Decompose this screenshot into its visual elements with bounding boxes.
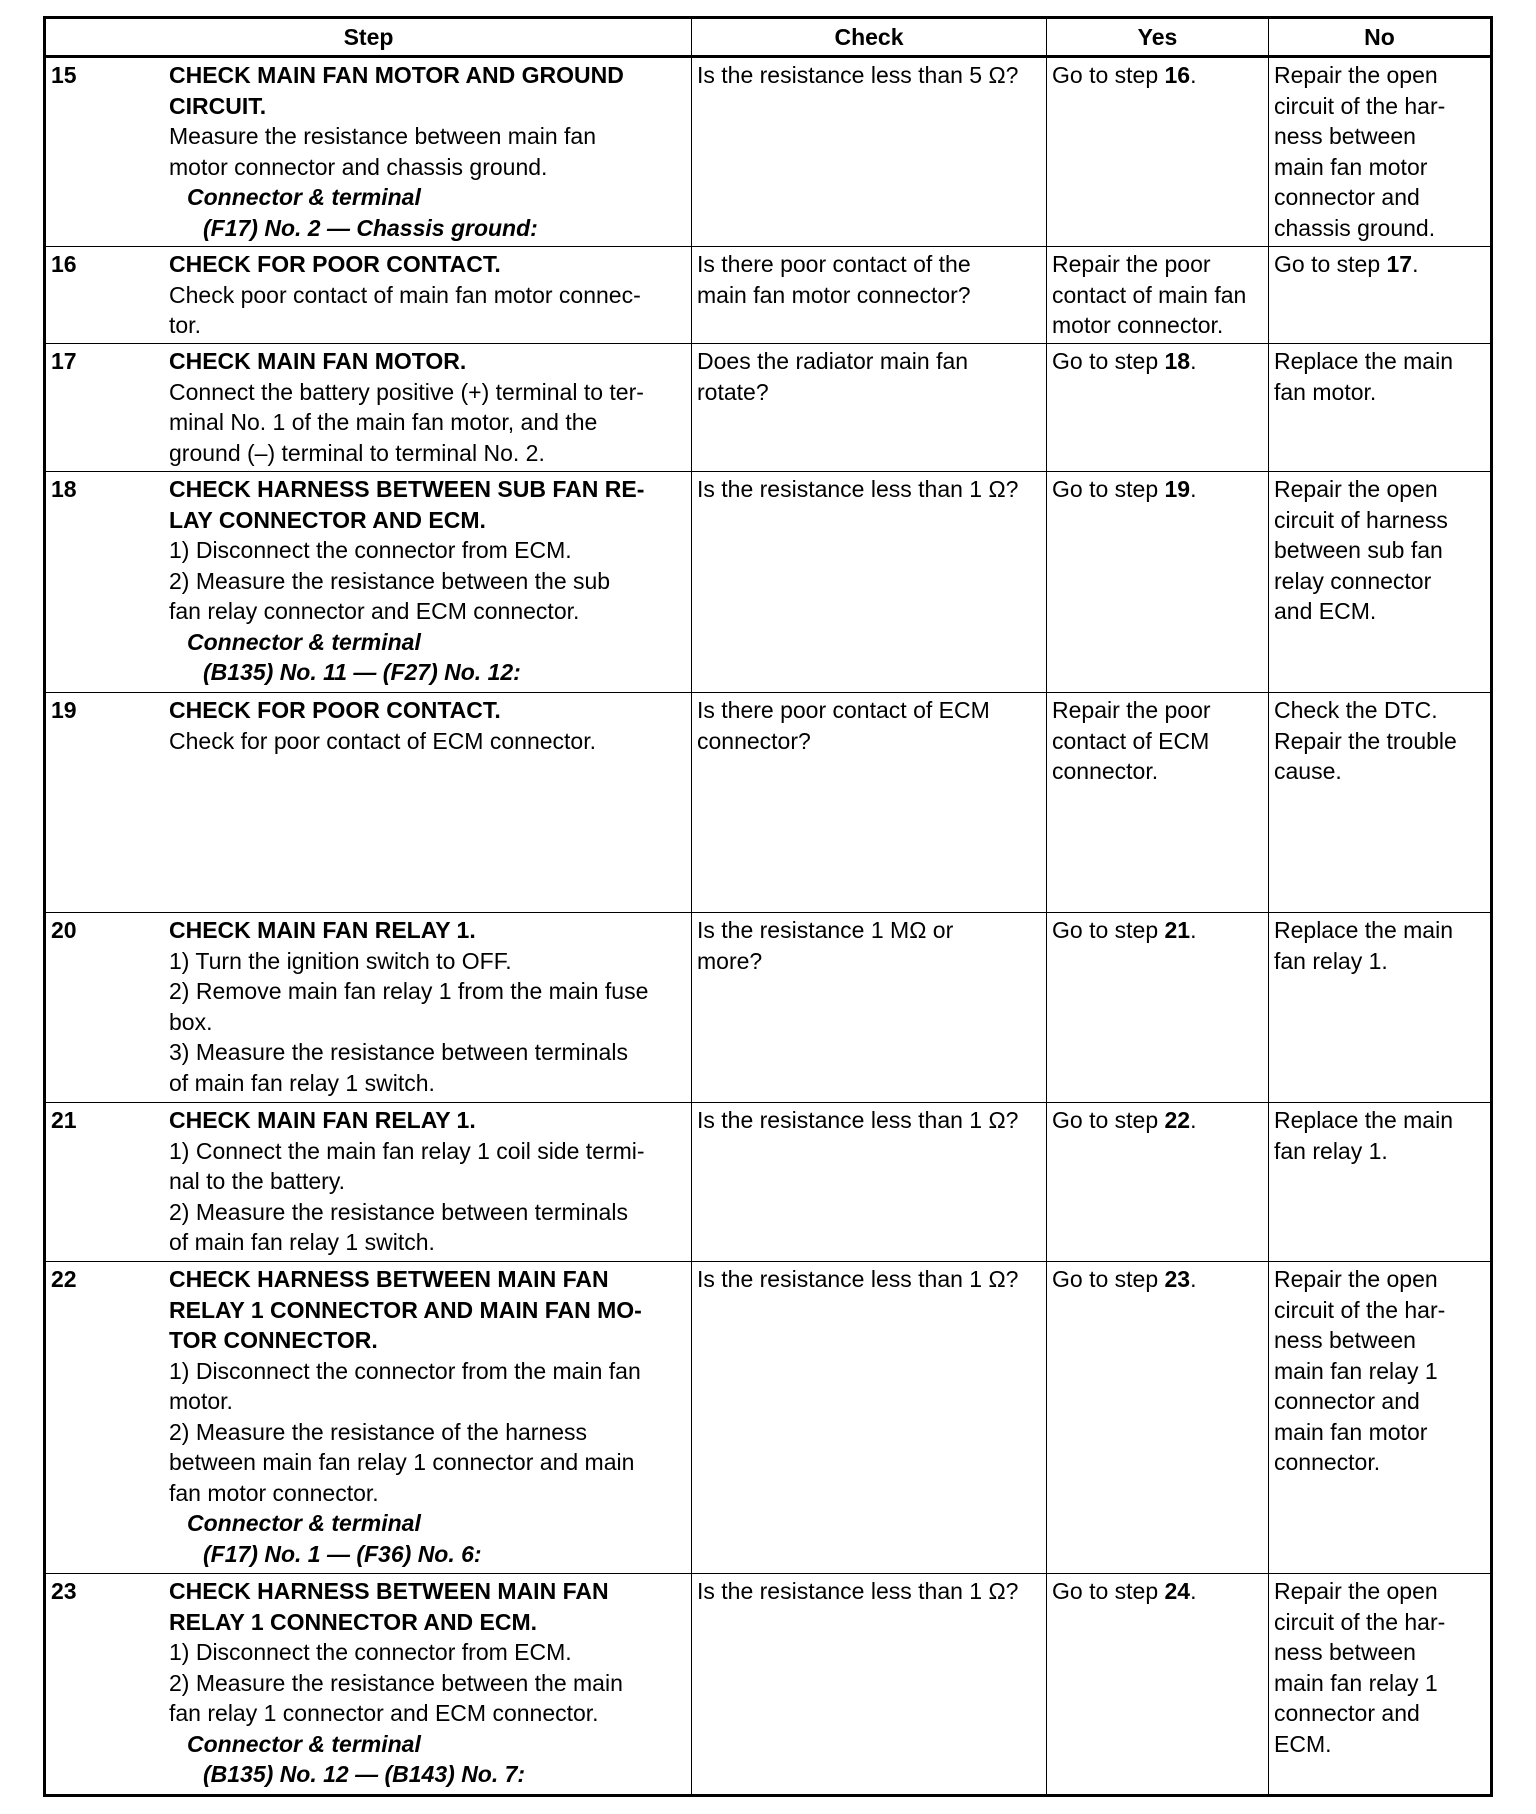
- step-content: [46, 913, 691, 1100]
- yes-goto-text: Go to step: [1052, 476, 1165, 502]
- no-line: main fan relay 1: [1274, 1357, 1438, 1384]
- check-line: connector?: [697, 727, 811, 754]
- step-instruction-line: box.: [169, 1008, 213, 1035]
- yes-cell: [1047, 472, 1269, 693]
- step-instruction-line: Check for poor contact of ECM connector.: [169, 727, 596, 754]
- step-content: [46, 247, 691, 343]
- yes-goto: [1052, 1264, 1263, 1295]
- step-instruction-line: 1) Disconnect the connector from ECM.: [169, 1639, 572, 1665]
- step-number: 23: [51, 1578, 77, 1604]
- no-goto-period: .: [1412, 251, 1419, 277]
- no-line: fan relay 1.: [1274, 947, 1388, 974]
- no-line: fan motor.: [1274, 378, 1377, 405]
- yes-goto: [1052, 346, 1263, 377]
- yes-goto-text: Go to step: [1052, 1107, 1165, 1133]
- no-line: relay connector: [1274, 567, 1432, 594]
- no-line: Replace the main: [1274, 1107, 1453, 1133]
- step-title-line: CHECK HARNESS BETWEEN MAIN FAN: [169, 1578, 609, 1604]
- no-line: Repair the open: [1274, 476, 1438, 502]
- check-line: rotate?: [697, 378, 769, 405]
- yes-cell: [1047, 1262, 1269, 1574]
- step-title-line: CHECK MAIN FAN RELAY 1.: [169, 917, 476, 943]
- step-content: [46, 58, 691, 245]
- no-line: Check the DTC.: [1274, 697, 1438, 723]
- table-row: [45, 1574, 1492, 1796]
- step-cell: [45, 1103, 692, 1262]
- connector-terminal-label: Connector & terminal: [187, 1510, 421, 1536]
- check-cell: [692, 1103, 1047, 1262]
- step-cell: [45, 693, 692, 913]
- step-cell: [45, 1262, 692, 1574]
- step-instruction-line: 2) Measure the resistance between the sub: [169, 567, 611, 594]
- header-yes: Yes: [1047, 18, 1269, 57]
- yes-cell: [1047, 247, 1269, 344]
- yes-cell: [1047, 57, 1269, 247]
- no-line: fan relay 1.: [1274, 1137, 1388, 1164]
- yes-goto-step: 23: [1164, 1266, 1191, 1292]
- check-cell: [692, 913, 1047, 1103]
- step-instruction-line: of main fan relay 1 switch.: [169, 1229, 435, 1255]
- step-instruction-line: fan relay 1 connector and ECM connector.: [169, 1700, 599, 1726]
- yes-goto: [1052, 474, 1263, 505]
- no-line: circuit of the har-: [1274, 1608, 1446, 1635]
- no-cell: [1269, 1574, 1492, 1796]
- no-line: ness between: [1274, 1327, 1416, 1353]
- step-number: 15: [51, 62, 77, 88]
- no-line: main fan relay 1: [1274, 1669, 1438, 1696]
- step-content: [46, 693, 691, 758]
- connector-terminal-label: Connector & terminal: [187, 1730, 421, 1757]
- step-number: 16: [51, 251, 77, 277]
- connector-terminal-value: (B135) No. 12 — (B143) No. 7:: [203, 1761, 526, 1787]
- step-instruction-line: 2) Measure the resistance of the harness: [169, 1418, 588, 1445]
- header-no: No: [1269, 18, 1492, 57]
- yes-goto: [1052, 915, 1263, 946]
- check-line: Is the resistance less than 1 Ω?: [697, 1266, 1019, 1292]
- step-instruction-line: Check poor contact of main fan motor connec-: [169, 281, 641, 308]
- no-line: ECM.: [1274, 1730, 1332, 1757]
- no-line: chassis ground.: [1274, 214, 1436, 241]
- yes-line: contact of ECM: [1052, 727, 1210, 754]
- step-instruction-line: fan motor connector.: [169, 1479, 379, 1506]
- step-body: [169, 1574, 691, 1792]
- check-line: more?: [697, 947, 763, 974]
- step-content: [46, 1574, 691, 1792]
- yes-cell: [1047, 1574, 1269, 1796]
- no-goto: [1274, 249, 1485, 280]
- step-number: 21: [51, 1107, 77, 1133]
- yes-goto-text: Go to step: [1052, 1266, 1165, 1292]
- step-instruction-line: motor.: [169, 1388, 233, 1414]
- yes-goto-period: .: [1190, 1266, 1197, 1292]
- step-body: [169, 247, 691, 343]
- check-line: Is the resistance less than 5 Ω?: [697, 62, 1019, 88]
- step-title-line: CHECK FOR POOR CONTACT.: [169, 697, 501, 723]
- no-line: connector and: [1274, 1388, 1420, 1414]
- step-content: [46, 344, 691, 470]
- step-instruction-line: 1) Turn the ignition switch to OFF.: [169, 947, 512, 974]
- yes-goto-period: .: [1190, 62, 1197, 88]
- check-cell: [692, 693, 1047, 913]
- no-cell: [1269, 344, 1492, 472]
- step-instruction-line: 2) Remove main fan relay 1 from the main fuse: [169, 978, 649, 1004]
- yes-goto: [1052, 1576, 1263, 1607]
- step-title-line: CIRCUIT.: [169, 92, 267, 119]
- step-title-line: CHECK MAIN FAN MOTOR AND GROUND: [169, 62, 624, 88]
- header-row: [45, 18, 1492, 57]
- table-row: [45, 344, 1492, 472]
- step-cell: [45, 913, 692, 1103]
- check-line: Is there poor contact of the: [697, 251, 971, 277]
- check-line: Is the resistance 1 MΩ or: [697, 917, 954, 943]
- step-instruction-line: 1) Connect the main fan relay 1 coil side termi-: [169, 1137, 645, 1164]
- no-line: circuit of harness: [1274, 506, 1448, 533]
- yes-goto-step: 24: [1164, 1578, 1191, 1604]
- yes-goto-period: .: [1190, 476, 1197, 502]
- yes-goto-text: Go to step: [1052, 62, 1165, 88]
- no-cell: [1269, 1262, 1492, 1574]
- no-line: main fan motor: [1274, 153, 1428, 180]
- no-line: Replace the main: [1274, 348, 1453, 374]
- no-cell: [1269, 472, 1492, 693]
- check-line: Is the resistance less than 1 Ω?: [697, 476, 1019, 502]
- yes-goto: [1052, 60, 1263, 91]
- yes-goto-period: .: [1190, 917, 1197, 943]
- no-cell: [1269, 57, 1492, 247]
- no-line: Repair the open: [1274, 1266, 1438, 1292]
- yes-line: contact of main fan: [1052, 281, 1247, 308]
- check-line: Is the resistance less than 1 Ω?: [697, 1578, 1019, 1604]
- yes-goto-step: 18: [1164, 348, 1191, 374]
- yes-goto-step: 19: [1164, 476, 1191, 502]
- check-cell: [692, 344, 1047, 472]
- table-row: [45, 693, 1492, 913]
- step-cell: [45, 344, 692, 472]
- yes-goto-text: Go to step: [1052, 1578, 1165, 1604]
- yes-cell: [1047, 693, 1269, 913]
- no-cell: [1269, 247, 1492, 344]
- step-instruction-line: nal to the battery.: [169, 1168, 346, 1194]
- step-cell: [45, 247, 692, 344]
- step-cell: [45, 57, 692, 247]
- yes-cell: [1047, 913, 1269, 1103]
- step-title-line: TOR CONNECTOR.: [169, 1327, 378, 1353]
- no-cell: [1269, 913, 1492, 1103]
- step-instruction-line: minal No. 1 of the main fan motor, and the: [169, 409, 598, 435]
- step-title-line: CHECK FOR POOR CONTACT.: [169, 251, 501, 277]
- connector-terminal-value: (F17) No. 1 — (F36) No. 6:: [203, 1540, 482, 1567]
- no-line: between sub fan: [1274, 537, 1443, 563]
- step-number: 20: [51, 917, 77, 943]
- diagnostic-table: [43, 16, 1493, 1797]
- step-body: [169, 1103, 691, 1260]
- step-instruction-line: Connect the battery positive (+) terminal to ter-: [169, 378, 644, 405]
- table-row: [45, 472, 1492, 693]
- step-number: 17: [51, 348, 77, 374]
- step-content: [46, 472, 691, 690]
- no-cell: [1269, 693, 1492, 913]
- no-line: connector.: [1274, 1449, 1381, 1475]
- no-line: circuit of the har-: [1274, 92, 1446, 119]
- yes-line: Repair the poor: [1052, 697, 1211, 723]
- table-row: [45, 1103, 1492, 1262]
- step-instruction-line: ground (–) terminal to terminal No. 2.: [169, 439, 545, 466]
- step-title-line: CHECK MAIN FAN MOTOR.: [169, 348, 467, 374]
- check-cell: [692, 472, 1047, 693]
- step-cell: [45, 1574, 692, 1796]
- yes-cell: [1047, 1103, 1269, 1262]
- step-instruction-line: 2) Measure the resistance between terminals: [169, 1198, 628, 1225]
- table-row: [45, 247, 1492, 344]
- no-line: main fan motor: [1274, 1418, 1428, 1445]
- step-instruction-line: Measure the resistance between main fan: [169, 123, 597, 149]
- table-row: [45, 1262, 1492, 1574]
- step-instruction-line: 1) Disconnect the connector from the main fan: [169, 1357, 641, 1384]
- check-line: main fan motor connector?: [697, 281, 971, 308]
- yes-goto-period: .: [1190, 1578, 1197, 1604]
- yes-cell: [1047, 344, 1269, 472]
- step-title-line: LAY CONNECTOR AND ECM.: [169, 506, 486, 533]
- step-instruction-line: between main fan relay 1 connector and main: [169, 1449, 635, 1475]
- connector-terminal-label: Connector & terminal: [187, 184, 421, 210]
- header-step: Step: [45, 18, 692, 57]
- step-cell: [45, 472, 692, 693]
- no-line: Repair the open: [1274, 1578, 1438, 1604]
- no-line: ness between: [1274, 1639, 1416, 1665]
- table-row: [45, 913, 1492, 1103]
- step-number: 22: [51, 1266, 77, 1292]
- yes-goto-step: 16: [1164, 62, 1191, 88]
- step-title-line: RELAY 1 CONNECTOR AND MAIN FAN MO-: [169, 1296, 642, 1323]
- step-body: [169, 693, 691, 758]
- yes-goto: [1052, 1105, 1263, 1136]
- yes-goto-period: .: [1190, 348, 1197, 374]
- no-line: cause.: [1274, 758, 1342, 784]
- check-line: Does the radiator main fan: [697, 348, 969, 374]
- step-title-line: CHECK MAIN FAN RELAY 1.: [169, 1107, 476, 1133]
- step-content: [46, 1103, 691, 1260]
- no-line: circuit of the har-: [1274, 1296, 1446, 1323]
- connector-terminal-value: (F17) No. 2 — Chassis ground:: [203, 214, 538, 241]
- step-instruction-line: tor.: [169, 312, 201, 338]
- yes-line: Repair the poor: [1052, 251, 1211, 277]
- step-instruction-line: 1) Disconnect the connector from ECM.: [169, 537, 572, 563]
- no-line: and ECM.: [1274, 598, 1377, 624]
- no-line: Replace the main: [1274, 917, 1453, 943]
- step-title-line: CHECK HARNESS BETWEEN MAIN FAN: [169, 1266, 609, 1292]
- no-goto-text: Go to step: [1274, 251, 1387, 277]
- step-body: [169, 58, 691, 245]
- check-cell: [692, 1262, 1047, 1574]
- yes-goto-step: 21: [1164, 917, 1191, 943]
- no-line: Repair the open: [1274, 62, 1438, 88]
- header-check: Check: [692, 18, 1047, 57]
- no-line: connector and: [1274, 1700, 1420, 1726]
- step-content: [46, 1262, 691, 1571]
- check-line: Is the resistance less than 1 Ω?: [697, 1107, 1019, 1133]
- yes-goto-text: Go to step: [1052, 917, 1165, 943]
- step-instruction-line: fan relay connector and ECM connector.: [169, 598, 580, 624]
- step-instruction-line: 2) Measure the resistance between the main: [169, 1669, 623, 1696]
- yes-line: connector.: [1052, 758, 1159, 784]
- step-instruction-line: of main fan relay 1 switch.: [169, 1069, 435, 1096]
- connector-terminal-label: Connector & terminal: [187, 628, 421, 655]
- step-body: [169, 1262, 691, 1571]
- check-cell: [692, 1574, 1047, 1796]
- no-line: ness between: [1274, 123, 1416, 149]
- step-title-line: RELAY 1 CONNECTOR AND ECM.: [169, 1608, 538, 1635]
- step-title-line: CHECK HARNESS BETWEEN SUB FAN RE-: [169, 476, 645, 502]
- table-body: [45, 57, 1492, 1796]
- step-body: [169, 472, 691, 690]
- yes-goto-text: Go to step: [1052, 348, 1165, 374]
- yes-goto-period: .: [1190, 1107, 1197, 1133]
- step-instruction-line: 3) Measure the resistance between terminals: [169, 1039, 628, 1065]
- yes-line: motor connector.: [1052, 312, 1224, 338]
- step-instruction-line: motor connector and chassis ground.: [169, 153, 548, 180]
- step-number: 18: [51, 476, 77, 502]
- no-goto-step: 17: [1386, 251, 1413, 277]
- yes-goto-step: 22: [1164, 1107, 1191, 1133]
- no-line: Repair the trouble: [1274, 727, 1457, 754]
- table-row: [45, 57, 1492, 247]
- no-line: connector and: [1274, 184, 1420, 210]
- check-line: Is there poor contact of ECM: [697, 697, 990, 723]
- no-cell: [1269, 1103, 1492, 1262]
- check-cell: [692, 247, 1047, 344]
- step-body: [169, 344, 691, 470]
- check-cell: [692, 57, 1047, 247]
- connector-terminal-value: (B135) No. 11 — (F27) No. 12:: [203, 659, 521, 685]
- step-number: 19: [51, 697, 77, 723]
- step-body: [169, 913, 691, 1100]
